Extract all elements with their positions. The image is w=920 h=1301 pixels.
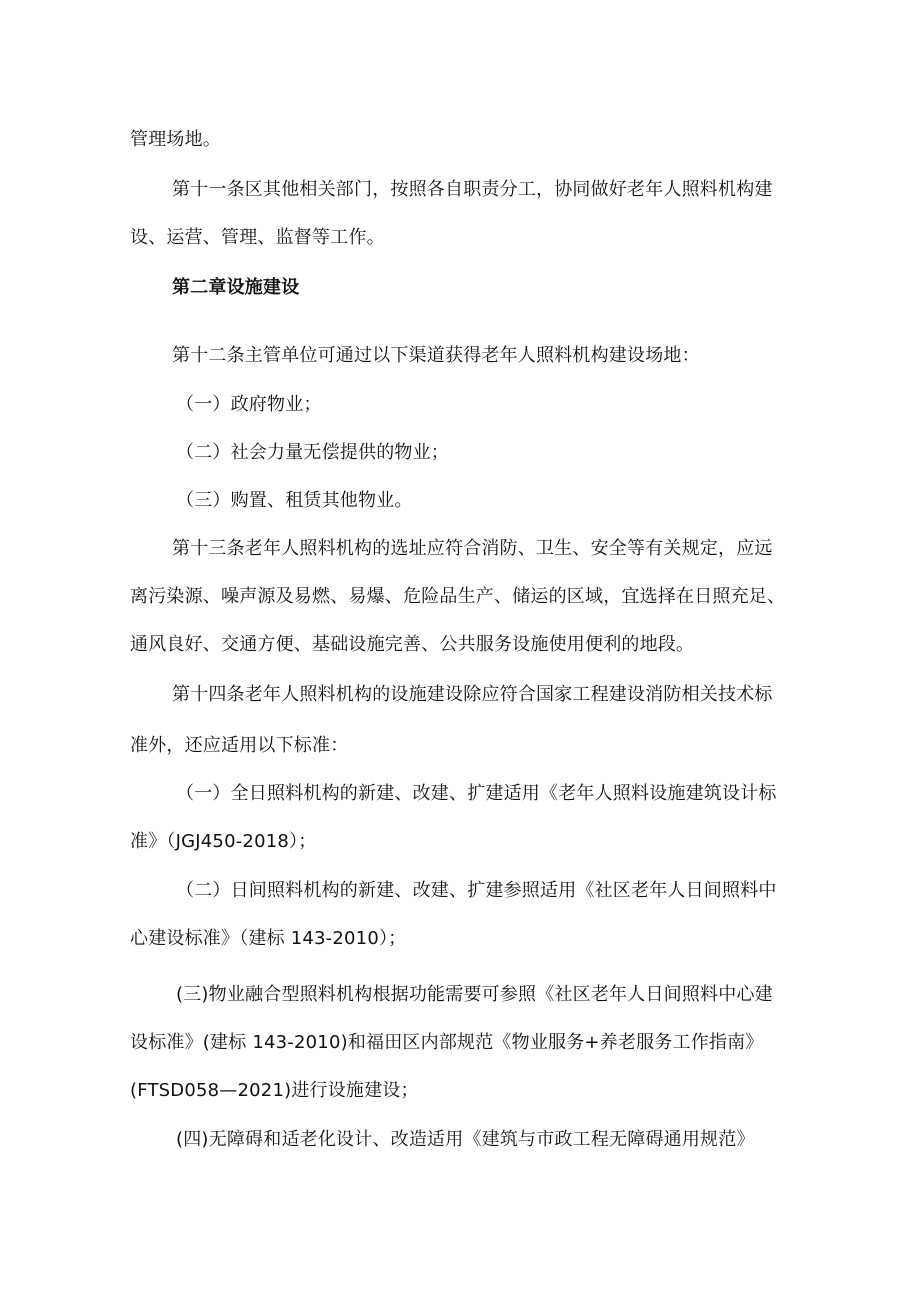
chapter-heading: 第二章设施建设 [172, 277, 300, 298]
article-14-item-4-line-1: (四)无障碍和适老化设计、改造适用《建筑与市政工程无障碍通用规范》 [176, 1129, 755, 1150]
article-11-line-2: 设、运营、管理、监督等工作。 [130, 227, 385, 248]
article-14-line-1: 第十四条老年人照料机构的设施建设除应符合国家工程建设消防相关技术标 [172, 684, 773, 705]
article-14-item-3-line-1: (三)物业融合型照料机构根据功能需要可参照《社区老年人日间照料中心建 [176, 984, 773, 1005]
article-14-item-2-line-2: 心建设标准》（建标 143-2010）； [130, 928, 407, 949]
text-line-continuation: 管理场地。 [130, 129, 221, 150]
article-13-line-1: 第十三条老年人照料机构的选址应符合消防、卫生、安全等有关规定，应远 [172, 538, 773, 559]
article-14-item-1-line-2: 准》（JGJ450-2018）； [130, 831, 317, 852]
article-14-item-2-line-1: （二）日间照料机构的新建、改建、扩建参照适用《社区老年人日间照料中 [176, 880, 777, 901]
article-12-line-1: 第十二条主管单位可通过以下渠道获得老年人照料机构建设场地： [172, 345, 700, 366]
article-11-line-1: 第十一条区其他相关部门，按照各自职责分工，协同做好老年人照料机构建 [172, 179, 773, 200]
article-12-item-2: （二）社会力量无偿提供的物业； [176, 442, 449, 463]
article-14-line-2: 准外，还应适用以下标准： [130, 735, 349, 756]
article-14-item-1-line-1: （一）全日照料机构的新建、改建、扩建适用《老年人照料设施建筑设计标 [176, 783, 777, 804]
article-14-item-3-line-2: 设标准》(建标 143-2010)和福田区内部规范《物业服务+养老服务工作指南》 [130, 1032, 764, 1053]
article-12-item-3: （三）购置、租赁其他物业。 [176, 490, 413, 511]
article-14-item-3-line-3: (FTSD058—2021)进行设施建设； [130, 1080, 419, 1101]
article-13-line-2: 离污染源、噪声源及易燃、易爆、危险品生产、储运的区域，宜选择在日照充足、 [130, 586, 786, 607]
article-13-line-3: 通风良好、交通方便、基础设施完善、公共服务设施使用便利的地段。 [130, 634, 695, 655]
article-12-item-1: （一）政府物业； [176, 394, 322, 415]
